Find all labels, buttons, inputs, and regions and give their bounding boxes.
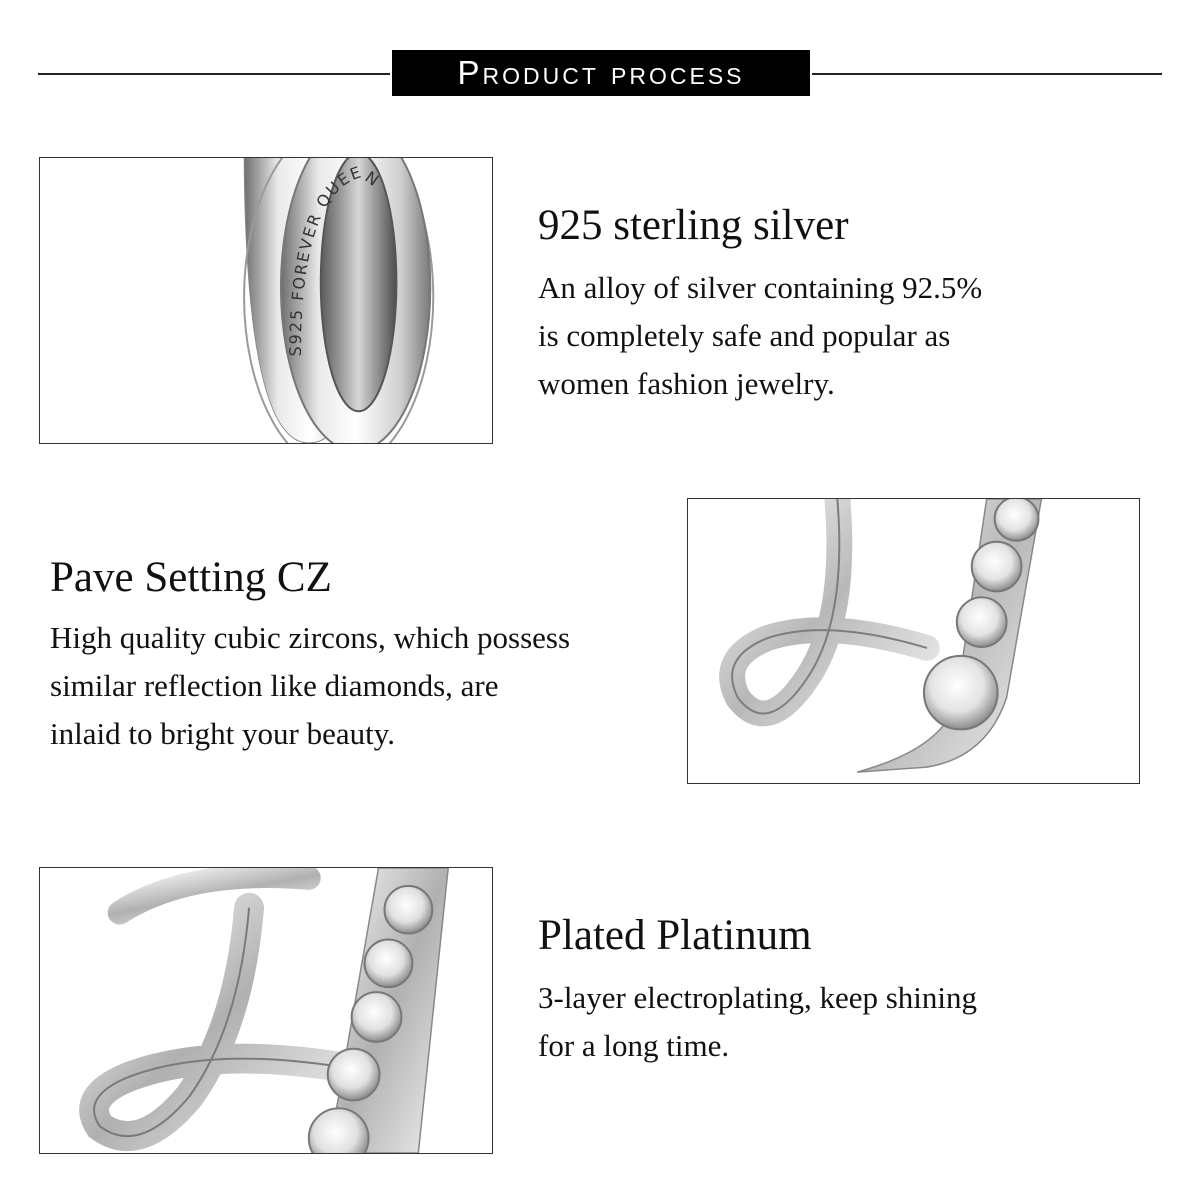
engraving-text: S925 FOREVER QUEEN — [285, 161, 384, 357]
section-desc-platinum — [538, 974, 977, 1070]
section-title-pave: Pave Setting CZ — [50, 554, 332, 601]
page-title: Product process — [392, 50, 810, 96]
section-title-platinum: Plated Platinum — [538, 912, 812, 959]
desc-line: inlaid to bright your beauty. — [50, 716, 395, 751]
platinum-charm-image — [39, 867, 493, 1154]
header-rule-right — [812, 73, 1162, 75]
silver-bead-image — [39, 157, 493, 444]
section-title-silver: 925 sterling silver — [538, 202, 849, 249]
desc-line: is completely safe and popular as — [538, 318, 951, 353]
desc-line: High quality cubic zircons, which possess — [50, 620, 571, 655]
section-desc-silver — [538, 264, 982, 408]
desc-line: women fashion jewelry. — [538, 366, 835, 401]
pave-charm-image — [687, 498, 1140, 784]
desc-line: similar reflection like diamonds, are — [50, 668, 499, 703]
desc-line: 3-layer electroplating, keep shining — [538, 980, 978, 1015]
section-desc-pave — [50, 614, 570, 758]
desc-line: An alloy of silver containing 92.5% — [538, 270, 983, 305]
desc-line: for a long time. — [538, 1028, 730, 1063]
header-rule-left — [38, 73, 390, 75]
